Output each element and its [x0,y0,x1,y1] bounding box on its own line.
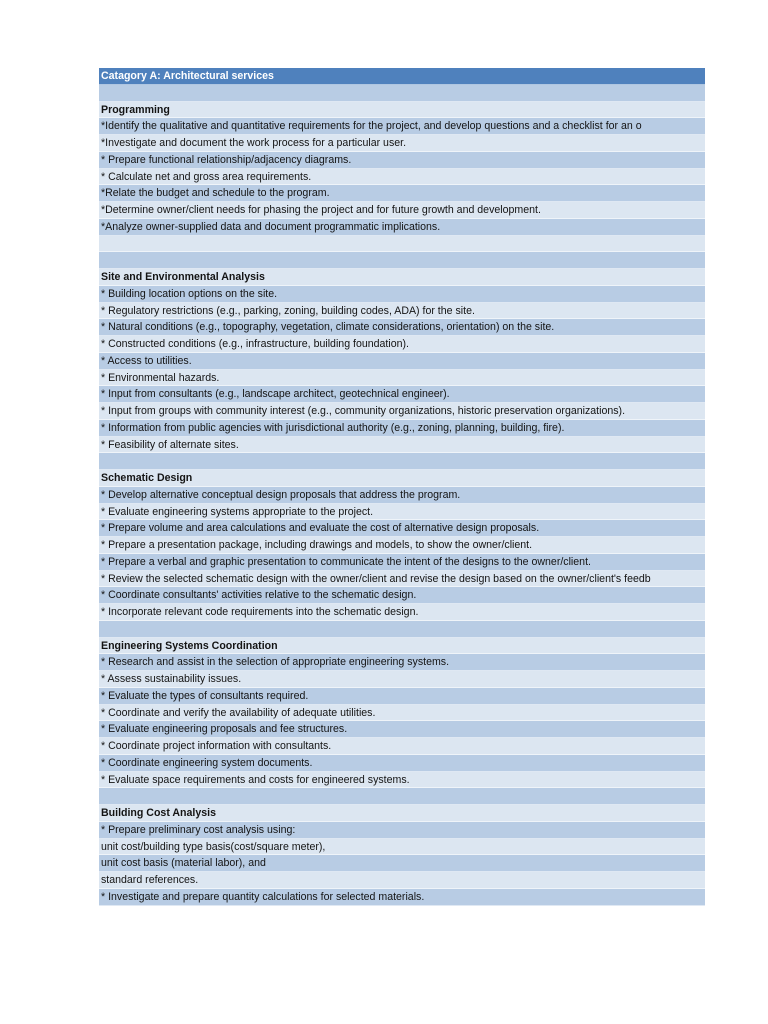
table-row: * Assess sustainability issues. [99,671,705,688]
table-row: * Research and assist in the selection of appropriate engineering systems. [99,654,705,671]
table-row [99,85,705,102]
table-row [99,453,705,470]
table-row: * Coordinate and verify the availability of adequate utilities. [99,705,705,722]
table-row: *Identify the qualitative and quantitative requirements for the project, and develop questions and a checklist for an o [99,118,705,135]
table-row: * Coordinate consultants' activities relative to the schematic design. [99,587,705,604]
table-row: * Evaluate space requirements and costs for engineered systems. [99,772,705,789]
table-row [99,236,705,253]
table-row: * Review the selected schematic design with the owner/client and revise the design based on the owner/client's feedb [99,571,705,588]
table-row: * Environmental hazards. [99,370,705,387]
table-row: * Regulatory restrictions (e.g., parking, zoning, building codes, ADA) for the site. [99,303,705,320]
table-row: unit cost basis (material labor), and [99,855,705,872]
table-row: * Investigate and prepare quantity calculations for selected materials. [99,889,705,906]
table-row: unit cost/building type basis(cost/square meter), [99,839,705,856]
table-row: *Relate the budget and schedule to the program. [99,185,705,202]
table-row: * Input from consultants (e.g., landscape architect, geotechnical engineer). [99,386,705,403]
table-row [99,621,705,638]
category-header: Catagory A: Architectural services [99,68,705,85]
table-row: * Feasibility of alternate sites. [99,437,705,454]
table-row: * Coordinate engineering system documents. [99,755,705,772]
table-row: * Prepare volume and area calculations and evaluate the cost of alternative design proposals. [99,520,705,537]
section-heading: Schematic Design [99,470,705,487]
row-list [99,85,705,906]
table-row: * Prepare a presentation package, including drawings and models, to show the owner/client. [99,537,705,554]
table-row: *Analyze owner-supplied data and document programmatic implications. [99,219,705,236]
table-row: * Prepare functional relationship/adjacency diagrams. [99,152,705,169]
table-row: * Evaluate engineering proposals and fee structures. [99,721,705,738]
table-row [99,252,705,269]
table-row: * Prepare a verbal and graphic presentation to communicate the intent of the designs to the owner/client. [99,554,705,571]
table-row: standard references. [99,872,705,889]
table-row: * Prepare preliminary cost analysis using: [99,822,705,839]
table-row: * Information from public agencies with jurisdictional authority (e.g., zoning, planning, building, fire). [99,420,705,437]
table-row: * Input from groups with community interest (e.g., community organizations, historic preservation organizations). [99,403,705,420]
table-row [99,788,705,805]
table-row: * Evaluate the types of consultants required. [99,688,705,705]
section-heading: Programming [99,102,705,119]
table-row: *Determine owner/client needs for phasing the project and for future growth and development. [99,202,705,219]
section-heading: Site and Environmental Analysis [99,269,705,286]
table-row: * Coordinate project information with consultants. [99,738,705,755]
table-row: * Incorporate relevant code requirements into the schematic design. [99,604,705,621]
table-row: * Constructed conditions (e.g., infrastructure, building foundation). [99,336,705,353]
table-row: * Building location options on the site. [99,286,705,303]
table-row: * Natural conditions (e.g., topography, vegetation, climate considerations, orientation) on the site. [99,319,705,336]
table-row: * Access to utilities. [99,353,705,370]
table-row: * Develop alternative conceptual design proposals that address the program. [99,487,705,504]
section-heading: Building Cost Analysis [99,805,705,822]
section-heading: Engineering Systems Coordination [99,638,705,655]
table-row: *Investigate and document the work process for a particular user. [99,135,705,152]
table-row: * Evaluate engineering systems appropriate to the project. [99,504,705,521]
spreadsheet-table [99,68,705,906]
table-row: * Calculate net and gross area requirements. [99,169,705,186]
